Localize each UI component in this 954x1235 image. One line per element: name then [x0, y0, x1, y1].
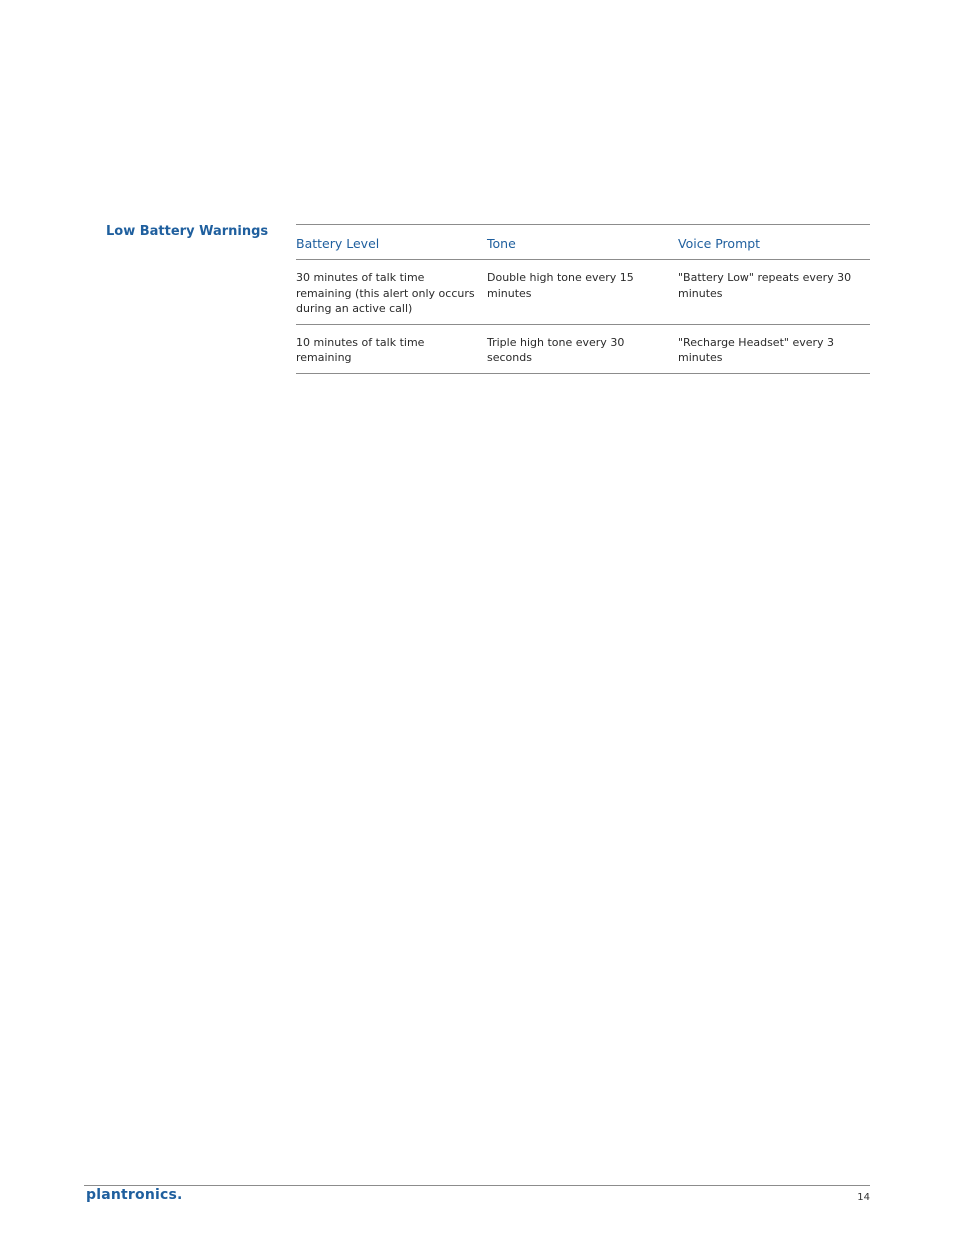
footer-divider: [84, 1185, 870, 1186]
cell-voice-prompt: "Battery Low" repeats every 30 minutes: [678, 260, 870, 325]
section-heading: Low Battery Warnings: [106, 224, 269, 239]
page-number: 14: [857, 1192, 870, 1203]
logo-text: plantronics: [86, 1187, 178, 1203]
cell-tone: Triple high tone every 30 seconds: [487, 324, 678, 373]
cell-battery-level: 30 minutes of talk time remaining (this alert only occurs during an active call): [296, 260, 487, 325]
table-header-row: [296, 225, 870, 260]
logo-dot: .: [177, 1187, 183, 1203]
table-row: [296, 260, 870, 325]
battery-warnings-table: [296, 224, 870, 374]
table-row: [296, 324, 870, 373]
cell-tone: Double high tone every 15 minutes: [487, 260, 678, 325]
header-voice-prompt: Voice Prompt: [678, 225, 870, 260]
plantronics-logo: [86, 1187, 183, 1203]
cell-voice-prompt: "Recharge Headset" every 3 minutes: [678, 324, 870, 373]
cell-battery-level: 10 minutes of talk time remaining: [296, 324, 487, 373]
header-battery-level: Battery Level: [296, 225, 487, 260]
header-tone: Tone: [487, 225, 678, 260]
